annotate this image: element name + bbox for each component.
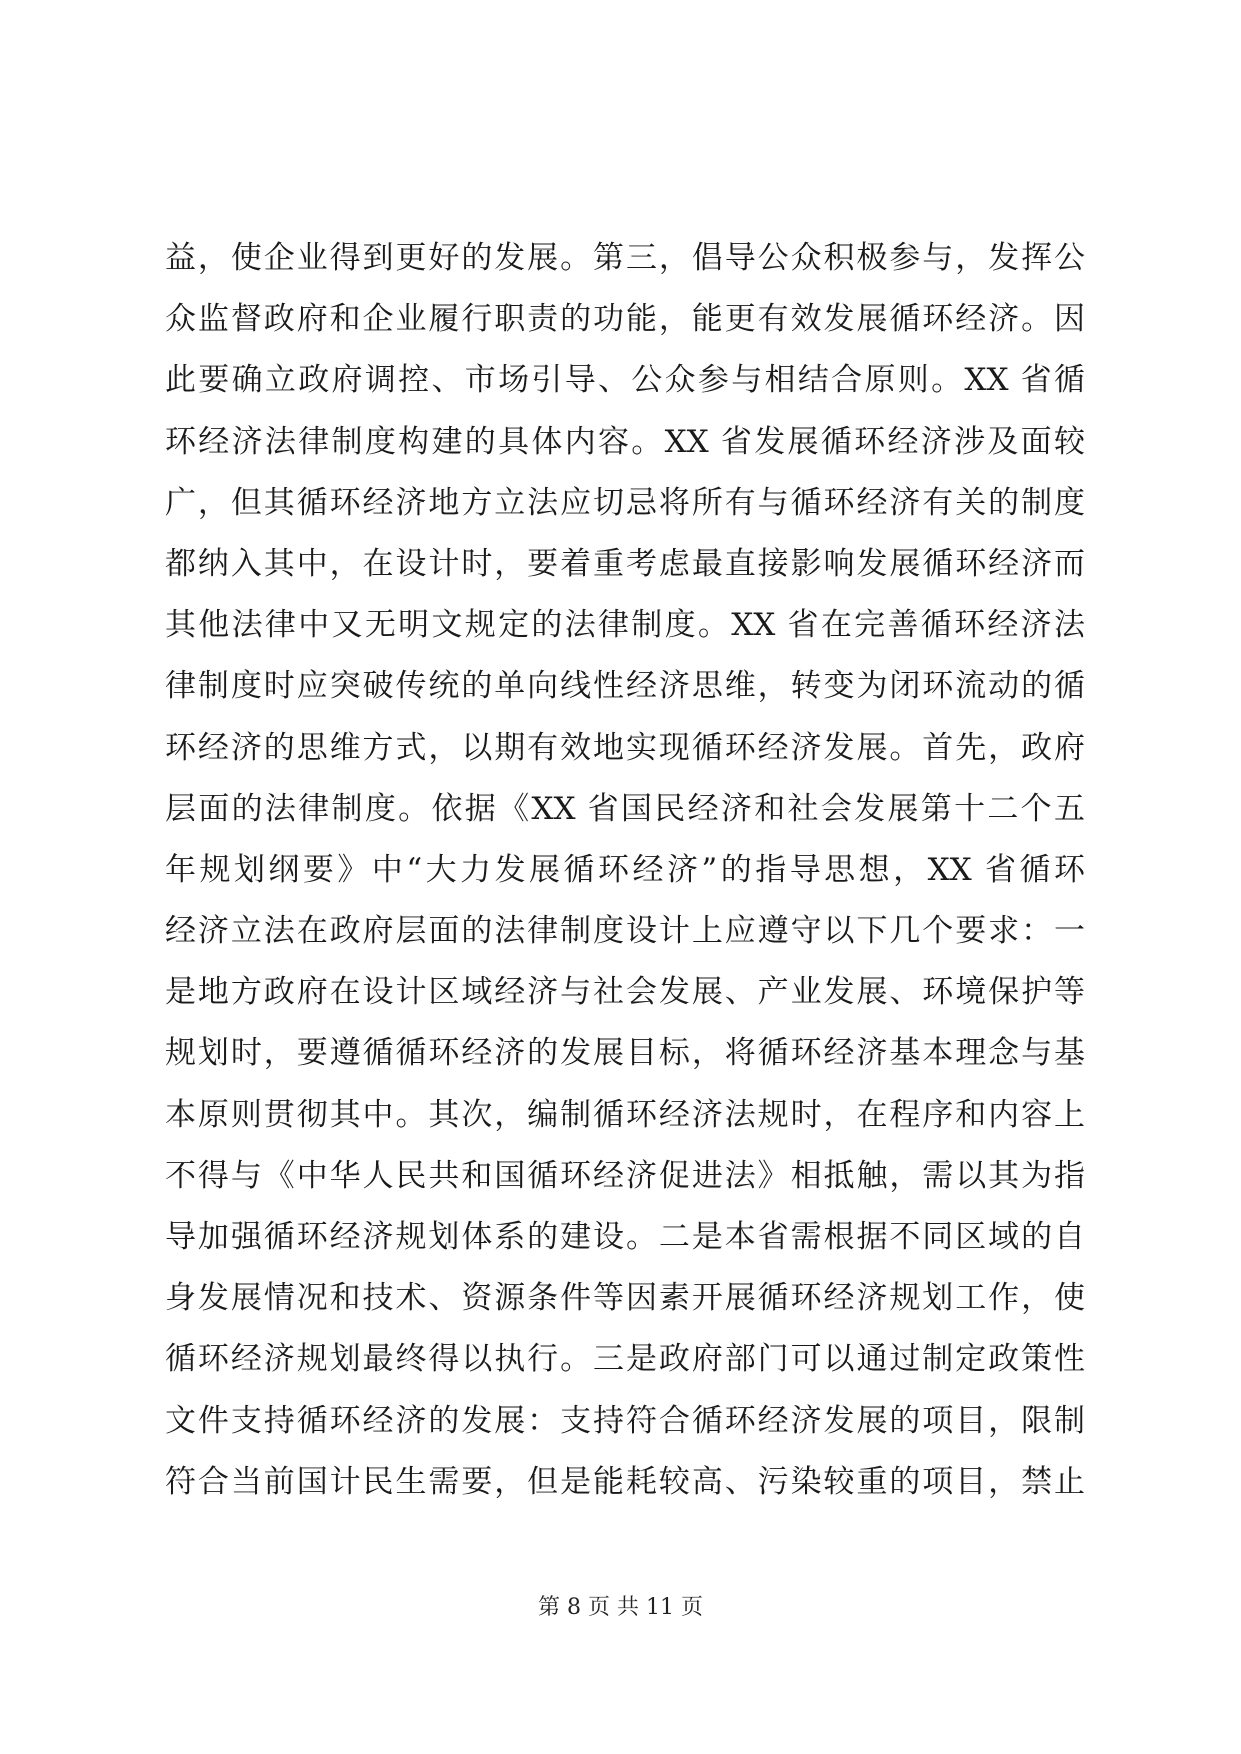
text-line: 年规划纲要》中“大力发展循环经济”的指导思想，XX 省循环	[165, 851, 1085, 888]
text-line: 此要确立政府调控、市场引导、公众参与相结合原则。XX 省循	[165, 362, 1085, 399]
text-line: 律制度时应突破传统的单向线性经济思维，转变为闭环流动的循	[165, 668, 1085, 705]
text-line: 经济立法在政府层面的法律制度设计上应遵守以下几个要求：一	[165, 913, 1085, 950]
text-line: 环经济的思维方式，以期有效地实现循环经济发展。首先，政府	[165, 729, 1085, 766]
text-line: 环经济法律制度构建的具体内容。XX 省发展循环经济涉及面较	[165, 423, 1085, 460]
text-line: 文件支持循环经济的发展：支持符合循环经济发展的项目，限制	[165, 1402, 1085, 1439]
text-line: 其他法律中又无明文规定的法律制度。XX 省在完善循环经济法	[165, 607, 1085, 644]
text-line: 益，使企业得到更好的发展。第三，倡导公众积极参与，发挥公	[165, 240, 1085, 276]
text-line: 都纳入其中，在设计时，要着重考虑最直接影响发展循环经济而	[165, 545, 1085, 582]
text-line: 本原则贯彻其中。其次，编制循环经济法规时，在程序和内容上	[165, 1096, 1085, 1133]
body-paragraph	[165, 228, 1085, 1513]
text-line: 是地方政府在设计区域经济与社会发展、产业发展、环境保护等	[165, 974, 1085, 1011]
text-line: 不得与《中华人民共和国循环经济促进法》相抵触，需以其为指	[165, 1157, 1085, 1194]
text-line: 导加强循环经济规划体系的建设。二是本省需根据不同区域的自	[165, 1219, 1085, 1255]
text-line: 广，但其循环经济地方立法应切忌将所有与循环经济有关的制度	[165, 484, 1085, 521]
text-line: 众监督政府和企业履行职责的功能，能更有效发展循环经济。因	[165, 301, 1085, 338]
text-line: 循环经济规划最终得以执行。三是政府部门可以通过制定政策性	[165, 1341, 1085, 1378]
text-line: 身发展情况和技术、资源条件等因素开展循环经济规划工作，使	[165, 1280, 1085, 1317]
text-line: 规划时，要遵循循环经济的发展目标，将循环经济基本理念与基	[165, 1035, 1085, 1072]
page-number-footer: 第 8 页 共 11 页	[538, 1595, 703, 1620]
text-line: 符合当前国计民生需要，但是能耗较高、污染较重的项目，禁止	[165, 1463, 1085, 1500]
text-line: 层面的法律制度。依据《XX 省国民经济和社会发展第十二个五	[165, 790, 1085, 827]
